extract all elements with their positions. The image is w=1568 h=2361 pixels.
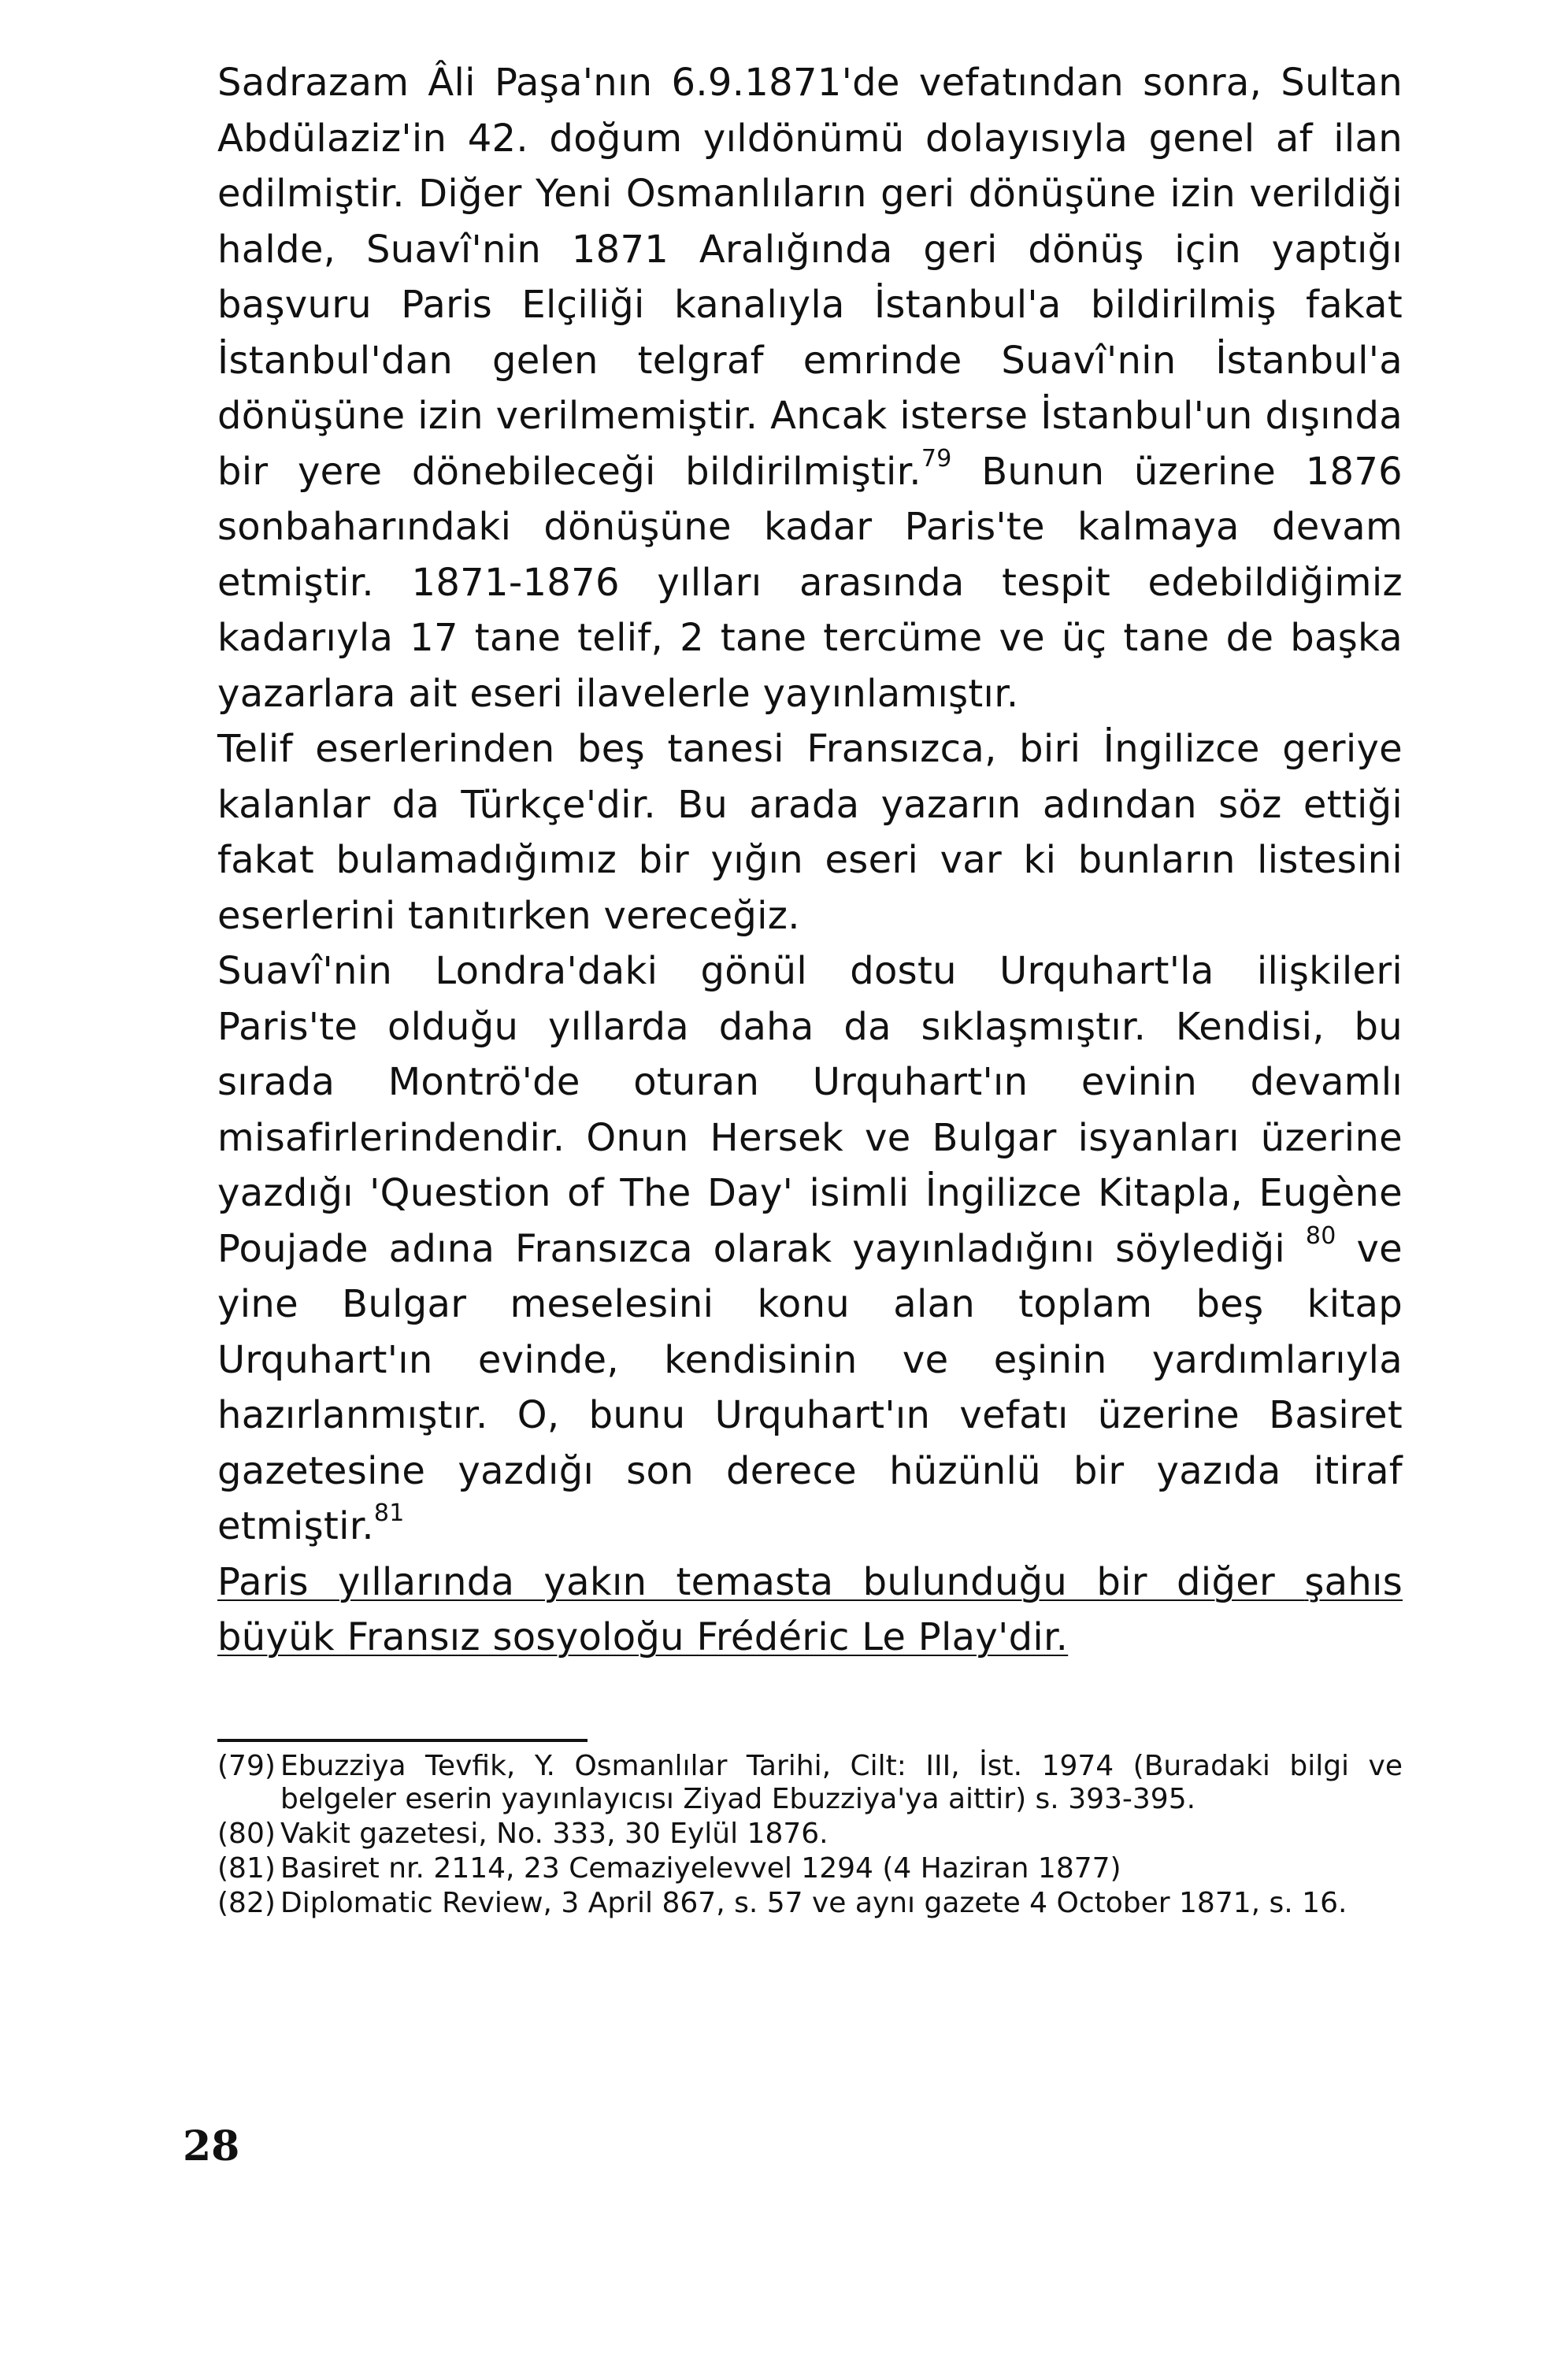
paragraph-4-text-b: şahıs büyük Fransız sosyoloğu Frédéric Le Play'dir. bbox=[217, 1559, 1403, 1659]
footnote-ref-81: 81 bbox=[373, 1499, 405, 1527]
footnote-80 bbox=[217, 1818, 1403, 1851]
paragraph-3-text-a: Suavî'nin Londra'daki gönül dostu Urquhart'la ilişkileri Paris'te olduğu yıllarda daha da sıklaşmıştır. Kendisi, bu sırada Montrö'de oturan Urquhart'ın evinin devamlı misafirlerindendir. Onun Hersek ve Bulgar isyanları üzerine yazdığı 'Question of The Day' isimli İngilizce Kitapla, Eugène Poujade adına Fransızca olarak yayınladığını söylediği bbox=[217, 949, 1403, 1271]
footnote-number: (80) bbox=[217, 1818, 276, 1850]
footnote-number: (79) bbox=[217, 1750, 276, 1782]
footnote-text: Ebuzziya Tevfik, Y. Osmanlılar Tarihi, Cilt: III, İst. 1974 (Buradaki bilgi ve belgeler eserin yayınlayıcısı Ziyad Ebuzziya'ya aittir) s. 393-395. bbox=[280, 1750, 1403, 1815]
footnote-number: (82) bbox=[217, 1887, 276, 1919]
paragraph-3-text-b: ve yine Bulgar meselesini konu alan toplam beş kitap Urquhart'ın evinde, kendisinin ve eşinin yardımlarıyla hazırlanmıştır. O, bunu Urquhart'ın vefatı üzerine Basiret gazetesine yazdığı son derece hüzünlü bir yazıda itiraf etmiştir. bbox=[217, 1226, 1403, 1548]
footnotes bbox=[217, 1750, 1403, 1922]
paragraph-3 bbox=[217, 943, 1403, 1555]
paragraph-1-text-a: Sadrazam Âli Paşa'nın 6.9.1871'de vefatından sonra, Sultan Abdülaziz'in 42. doğum yıldönümü dolayısıyla genel af ilan edilmiştir. Diğer Yeni Osmanlıların geri dönüşüne izin verildiği halde, Suavî'nin 1871 Aralığında geri dönüş için yaptığı başvuru Paris Elçiliği kanalıyla İstanbul'a bildirilmiş fakat İstanbul'dan gelen telgraf emrinde Suavî'nin İstanbul'a dönüşüne izin verilmemiştir. Ancak isterse İstanbul'un dışında bir yere dönebileceği bildirilmiştir. bbox=[217, 61, 1403, 494]
paragraph-2 bbox=[217, 721, 1403, 943]
footnote-text: Vakit gazetesi, No. 333, 30 Eylül 1876. bbox=[280, 1818, 828, 1850]
main-text bbox=[217, 55, 1403, 1666]
footnote-82 bbox=[217, 1887, 1403, 1920]
footnote-text: Basiret nr. 2114, 23 Cemaziyelevvel 1294 (4 Haziran 1877) bbox=[280, 1852, 1121, 1885]
footnote-ref-79: 79 bbox=[921, 444, 952, 473]
paragraph-4 bbox=[217, 1555, 1403, 1666]
footnote-79 bbox=[217, 1750, 1403, 1816]
paragraph-1 bbox=[217, 55, 1403, 721]
footnote-ref-80: 80 bbox=[1305, 1221, 1336, 1250]
page-number: 28 bbox=[183, 2122, 240, 2170]
footnote-text: Diplomatic Review, 3 April 867, s. 57 ve aynı gazete 4 October 1871, s. 16. bbox=[280, 1887, 1347, 1919]
paragraph-2-text: Telif eserlerinden beş tanesi Fransızca, biri İngilizce geriye kalanlar da Türkçe'dir. Bu arada yazarın adından söz ettiği fakat bulamadığımız bir yığın eseri var ki bunların listesini eserlerini tanıtırken vereceğiz. bbox=[217, 727, 1403, 938]
paragraph-1-text-b: Bunun üzerine 1876 sonbaharındaki dönüşüne kadar Paris'te kalmaya devam etmiştir. 1871-1876 yılları arasında tespit edebildiğimiz kadarıyla 17 tane telif, 2 tane tercüme ve üç tane de başka yazarlara ait eseri ilavelerle yayınlamıştır. bbox=[217, 449, 1403, 716]
page-body bbox=[217, 55, 1403, 1666]
footnote-81 bbox=[217, 1852, 1403, 1885]
paragraph-4-text-a: Paris yıllarında yakın temasta bulunduğu bir diğer bbox=[217, 1559, 1305, 1604]
footnote-separator bbox=[217, 1739, 588, 1742]
footnote-number: (81) bbox=[217, 1852, 276, 1885]
